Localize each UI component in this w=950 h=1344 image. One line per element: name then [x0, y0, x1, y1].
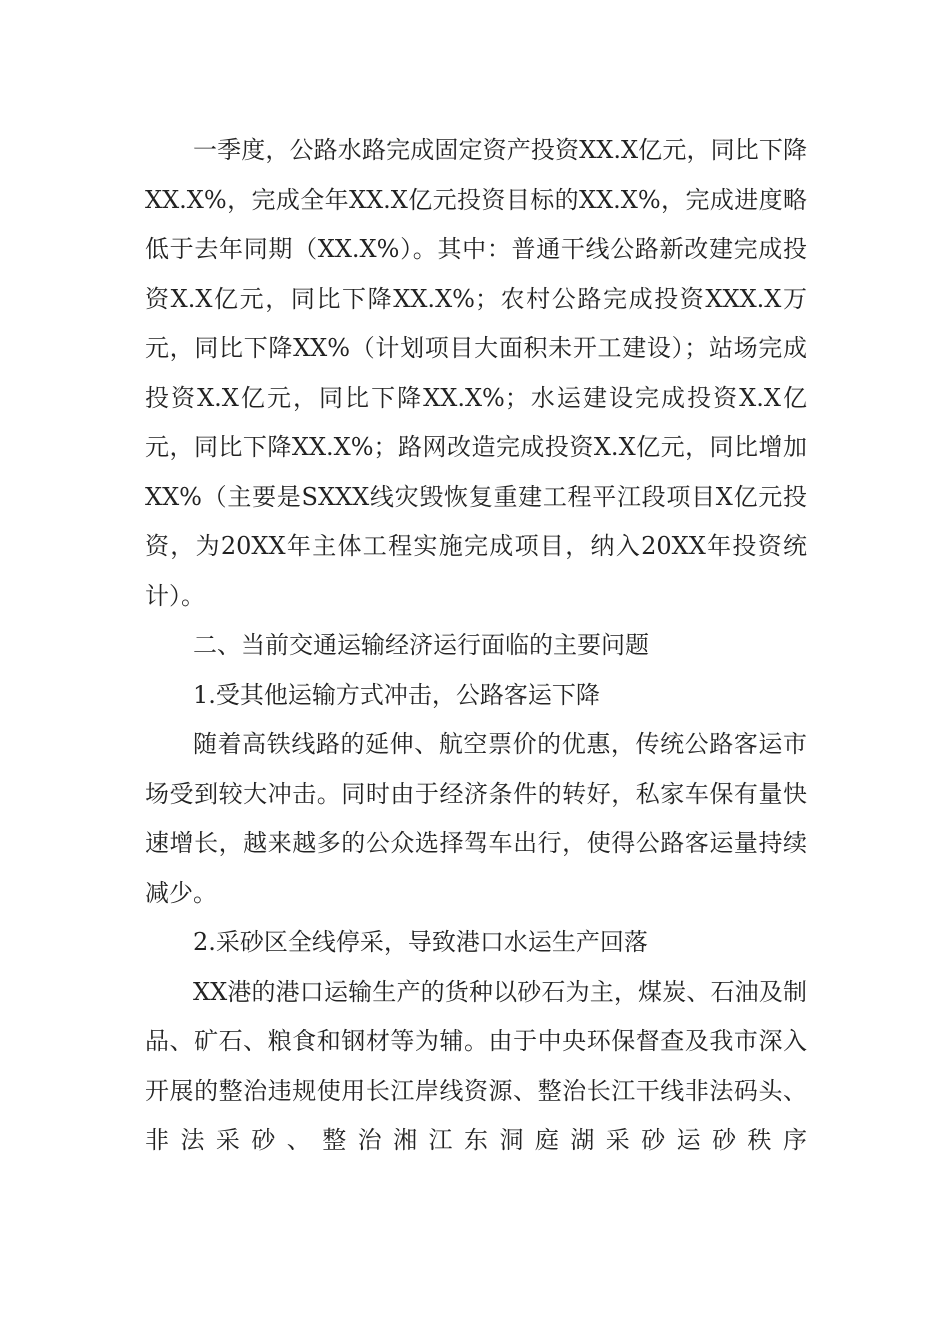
section-heading-main-problems: 二、当前交通运输经济运行面临的主要问题 — [193, 631, 649, 659]
subheading-highway-passenger-decline: 1.受其他运输方式冲击，公路客运下降 — [193, 680, 600, 709]
document-page — [145, 126, 807, 1166]
paragraph-investment-summary: 一季度，公路水路完成固定资产投资XX.X亿元，同比下降XX.X%，完成全年XX.X亿元投资目标的XX.X%，完成进度略低于去年同期（XX.X%）。其中：普通干线公路新改建完成投资X.X亿元，同比下降XX.X%；农村公路完成投资XXX.X万元，同比下降XX%（计划项目大面积未开工建设）；站场完成投资X.X亿元，同比下降XX.X%；水运建设完成投资X.X亿元，同比下降XX.X%；路网改造完成投资X.X亿元，同比增加XX%（主要是SXXX线灾毁恢复重建工程平江段项目X亿元投资，为20XX年主体工程实施完成项目，纳入20XX年投资统计）。 — [145, 136, 807, 610]
paragraph-port-transport: XX港的港口运输生产的货种以砂石为主，煤炭、石油及制品、矿石、粮食和钢材等为辅。由于中央环保督查及我市深入开展的整治违规使用长江岸线资源、整治长江干线非法码头、非法采砂、整治湘江东洞庭湖采砂运砂秩序 — [145, 977, 807, 1154]
paragraph-highway-passenger: 随着高铁线路的延伸、航空票价的优惠，传统公路客运市场受到较大冲击。同时由于经济条件的转好，私家车保有量快速增长，越来越多的公众选择驾车出行，使得公路客运量持续减少。 — [145, 730, 807, 907]
subheading-port-production-decline: 2.采砂区全线停采，导致港口水运生产回落 — [193, 928, 648, 956]
